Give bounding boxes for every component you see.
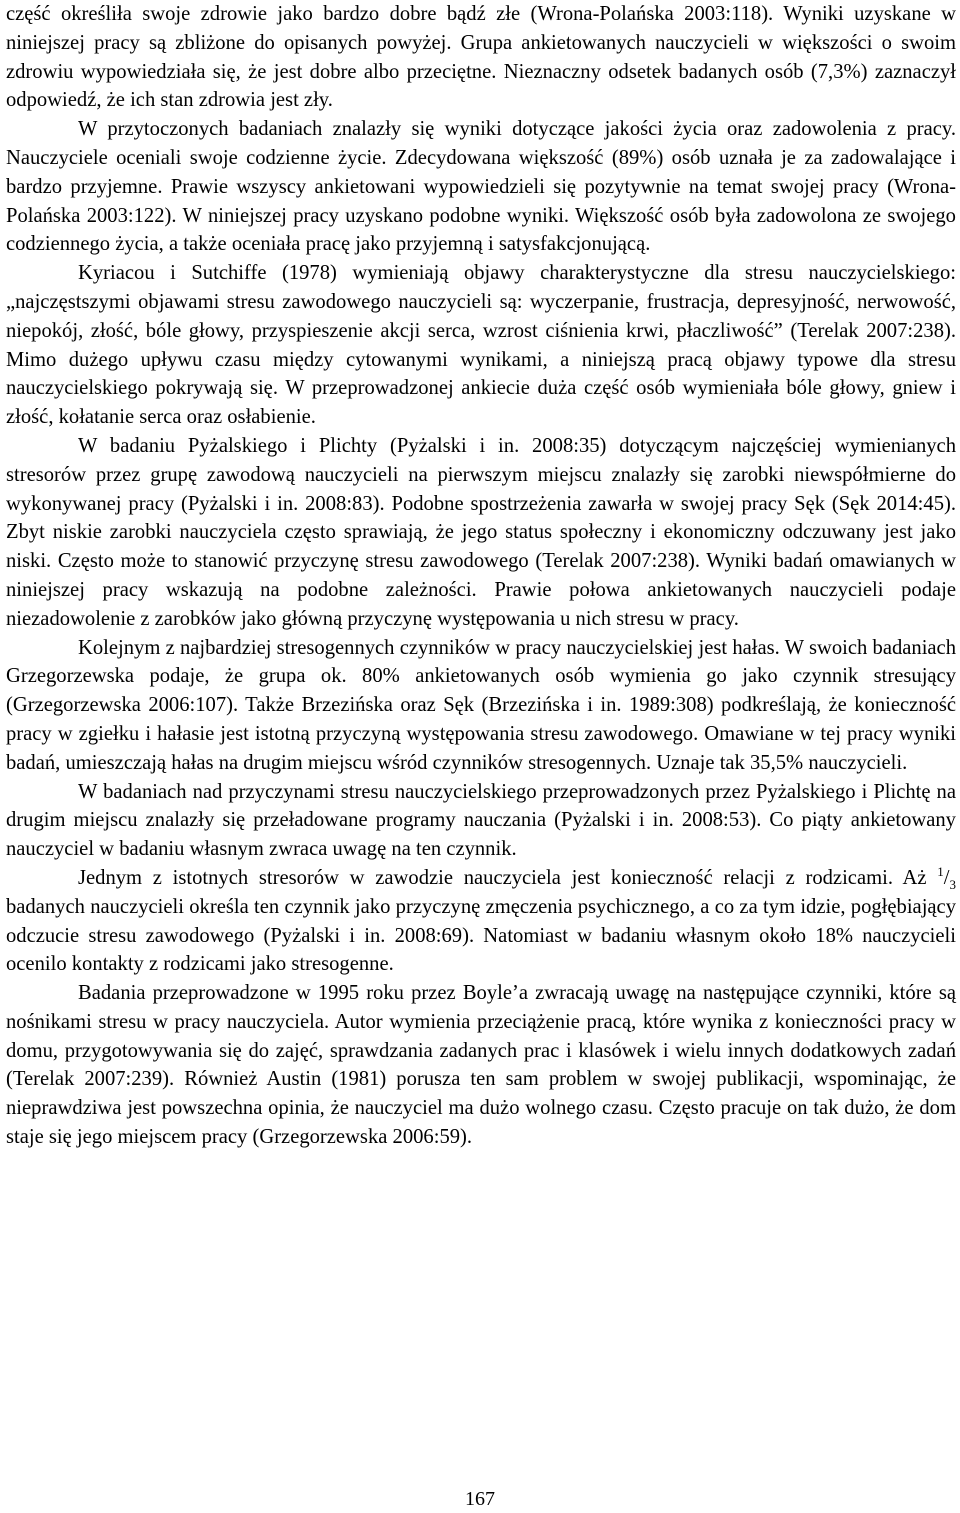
paragraph-4 <box>6 432 956 634</box>
text-line: 2008:69). Natomiast w badaniu własnym około 18% nauczycieli ocenilo kontakty z rodzicami <box>6 924 956 976</box>
paragraph-7 <box>6 864 956 979</box>
text-line: złość, kołatanie serca oraz osłabienie. <box>6 406 316 429</box>
text-line: wymienianych stresorów przez grupę zawodową nauczycieli na pierwszym miejscu znalazły <box>6 434 956 486</box>
text-line: (Brzezińska i in. 1989:308) podkreślają, że konieczność pracy w zgiełku i hałasie jest istotną <box>6 694 957 745</box>
page-number: 167 <box>465 1488 495 1510</box>
text-line: przyczyną występowania stresu zawodowego. Omawiane w tej pracy wyniki badań, <box>6 722 956 774</box>
text-line: Austin (1981) porusza ten sam problem w swojej publikacji, wspominając, że nieprawdziwa <box>6 1068 956 1120</box>
text-line: zadanych prac i klasówek i wielu innych dodatkowych zadań (Terelak 2007:239). Również <box>6 1039 956 1091</box>
paragraph-1 <box>6 0 956 115</box>
text-line: nauczycieli. <box>808 751 908 774</box>
text-line: spostrzeżenia zawarła w swojej pracy Sęk (Sęk 2014:45). Zbyt niskie zarobki nauczyciela <box>6 492 956 544</box>
text-line: Jednym z istotnych stresorów w zawodzie nauczyciela jest konieczność relacji z <box>78 866 795 889</box>
text-line: Nieznaczny odsetek badanych osób (7,3%) zaznaczył odpowiedź, że ich stan zdrowia jest zły. <box>6 60 956 112</box>
text-line: umieszczają hałas na drugim miejscu wśród czynników stresogennych. Uznaje tak 35,5% <box>65 751 804 774</box>
text-line: nauczycieli w większości o swoim zdrowiu wypowiedziała się, że jest dobre albo przeciętne. <box>6 31 956 83</box>
text-line: część określiła swoje zdrowie jako bardzo dobre bądź złe (Wrona-Polańska 2003:118). <box>6 3 774 25</box>
text-line: jako stresogenne. <box>250 953 394 976</box>
document-body <box>6 0 956 1152</box>
text-line: się zarobki niewspółmierne do wykonywanej pracy (Pyżalski i in. 2008:83). Podobne <box>6 463 957 515</box>
text-line: ankietowanych nauczycieli podaje niezadowolenie z zarobków jako główną przyczynę <box>6 578 956 630</box>
text-line: nauczycielskiego: „najczęstszymi objawami stresu zawodowego nauczycieli są: wyczerpanie, <box>6 262 956 313</box>
text-line: występowania u nich stresu w pracy. <box>437 607 739 630</box>
paragraph-5 <box>6 634 956 778</box>
paragraph-8 <box>6 979 956 1152</box>
text-line: może to stanowić przyczynę stresu zawodowego (Terelak 2007:238). Wyniki badań <box>120 550 823 573</box>
text-line: wypowiedzieli się pozytywnie na temat swojej pracy (Wrona-Polańska 2003:122). W <box>6 175 956 227</box>
fraction-slash: / <box>943 866 950 889</box>
paragraph-6 <box>6 778 956 864</box>
fraction-numerator: 1 <box>937 864 944 880</box>
text-line: (Pyżalski i in. 2008:53). Co piąty ankietowany nauczyciel w badaniu własnym zwraca uwagę <box>6 809 956 861</box>
fraction-denominator: 3 <box>949 877 957 893</box>
text-line: psychicznego, a co za tym idzie, pogłębiający odczucie stresu zawodowego (Pyżalski i in. <box>6 895 956 947</box>
text-line: czynniki, które są nośnikami stresu w pracy nauczyciela. Autor wymienia przeciążenie pracą, <box>6 982 956 1033</box>
text-line: cytowanymi wynikami, a niniejszą pracą objawy typowe dla stresu nauczycielskiego <box>6 348 956 400</box>
text-line: na ten czynnik. <box>391 838 517 861</box>
paragraph-3 <box>6 259 956 432</box>
text-line: omawianych w niniejszej pracy wskazują na podobne zależności. Prawie połowa <box>6 550 956 601</box>
text-line: Wyniki uzyskane w niniejszej pracy są zbliżone do opisanych powyżej. Grupa ankietowanych <box>6 3 957 54</box>
text-line: W badaniu Pyżalskiego i Plichty (Pyżalski i in. 2008:35) dotyczącym najczęściej <box>78 434 822 457</box>
text-fragment: badanych nauczycieli określa ten czynnik jako przyczynę zmęczenia <box>6 895 573 918</box>
text-line: wzrost ciśnienia krwi, płaczliwość” (Terelak 2007:238). Mimo dużego upływu czasu między <box>6 319 956 371</box>
text-line: W badaniach nad przyczynami stresu nauczycielskiego przeprowadzonych przez <box>78 780 750 803</box>
text-line: (89%) osób uznała je za zadowalające i bardzo przyjemne. Prawie wszyscy ankietowani <box>6 146 956 198</box>
text-line: jest powszechna opinia, że nauczyciel ma dużo wolnego czasu. Często pracuje on tak dużo, że <box>127 1097 914 1120</box>
text-line: W przytoczonych badaniach znalazły się wyniki dotyczące jakości życia oraz <box>78 118 763 141</box>
text-fragment: rodzicami. Aż <box>805 866 938 889</box>
text-line: zadowolenia z pracy. Nauczyciele oceniali swoje codzienne życie. Zdecydowana większość <box>6 118 956 169</box>
text-line: niniejszej pracy uzyskano podobne wyniki. Większość osób była zadowolona ze swojego <box>207 204 956 227</box>
text-line: Kyriacou i Sutchiffe (1978) wymieniają objawy charakterystyczne dla stresu <box>78 262 793 285</box>
paragraph-2 <box>6 115 956 259</box>
text-line: W swoich badaniach Grzegorzewska podaje, że grupa ok. 80% ankietowanych osób <box>6 636 956 688</box>
text-line: Badania przeprowadzone w 1995 roku przez Boyle’a zwracają uwagę na następujące <box>78 982 800 1005</box>
text-line: Kolejnym z najbardziej stresogennych czynników w pracy nauczycielskiej jest hałas. <box>78 636 780 659</box>
text-line: frustracja, depresyjność, nerwowość, niepokój, złość, bóle głowy, przyspieszenie akcji serca, <box>6 290 957 342</box>
text-line: wymienia go jako czynnik stresujący (Grzegorzewska 2006:107). Także Brzezińska oraz Sęk <box>6 665 956 717</box>
text-line: dom staje się jego miejscem pracy (Grzegorzewska 2006:59). <box>6 1097 956 1149</box>
text-line: Pyżalskiego i Plichtę na drugim miejscu znalazły się przeładowane programy nauczania <box>6 780 956 832</box>
text-line: codziennego życia, a także oceniała pracę jako przyjemną i satysfakcjonującą. <box>6 233 651 256</box>
text-line: które wynika z konieczności pracy w domu, przygotowywania się do zajęć, sprawdzania <box>6 1010 956 1062</box>
text-line: często sprawiają, że jego status społeczny i ekonomiczny odczuwany jest jako niski. Często <box>6 521 956 573</box>
text-line: pokrywają się. W przeprowadzonej ankiecie duża część osób wymieniała bóle głowy, gniew i <box>155 377 956 400</box>
